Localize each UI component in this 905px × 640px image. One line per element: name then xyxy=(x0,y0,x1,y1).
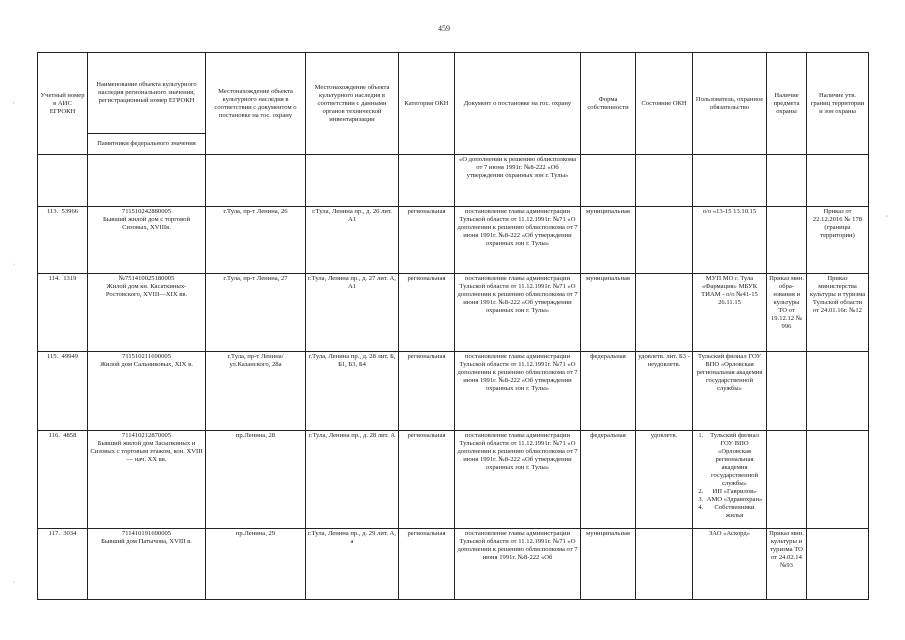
cell-location-tech: г.Тула, Ленина пр., д. 26 лит. А1 xyxy=(306,207,399,274)
cell-state: удовлетв. лит. Б3 - неудовлетв. xyxy=(636,352,693,431)
header-ownership: Форма собственности xyxy=(581,53,636,155)
cell-doc: постановление главы администрации Тульской области от 11.12.1991г. №71 «О дополнении к решению облисполкома от 7 июня 1991г. №8-222 «Об утверждении охранных зон г. Тулы» xyxy=(455,274,581,352)
header-federal-monuments: Памятники федерального значения xyxy=(88,134,206,155)
cell-bounds: Приказ министерства культуры и туризма Тульской области от 24.01.16г. №12 xyxy=(807,274,869,352)
list-item: 4. Собственники жилья xyxy=(705,504,764,520)
cell-category: региональная xyxy=(399,431,455,529)
table-row xyxy=(38,352,869,431)
user-list xyxy=(695,432,764,520)
cell-ownership: муниципальная xyxy=(581,529,636,600)
cell-state xyxy=(636,207,693,274)
header-boundaries: Наличие утв. границ территории и зон охраны xyxy=(807,53,869,155)
margin-mark: , xyxy=(886,212,888,218)
header-ais-number: Учетный номер в АИС ЕГРОКН xyxy=(38,53,88,155)
cell-ownership: федеральная xyxy=(581,431,636,529)
cell-category: региональная xyxy=(399,207,455,274)
cell-ais-number: 116. 4858 xyxy=(38,431,88,529)
cell-subject: Приказ мин. обра-зования и культуры ТО от 19.12.12 № 996 xyxy=(767,274,807,352)
cell-state xyxy=(636,529,693,600)
cell-ais-number: 117. 3034 xyxy=(38,529,88,600)
margin-mark: · xyxy=(13,262,15,268)
cell-bounds xyxy=(807,352,869,431)
header-protection-subject: Наличие предмета охраны xyxy=(767,53,807,155)
cell-subject xyxy=(767,431,807,529)
table-row xyxy=(38,207,869,274)
header-row xyxy=(38,53,869,134)
cell-state xyxy=(636,274,693,352)
cell-location-doc: г.Тула, пр-т Ленина, 27 xyxy=(206,274,306,352)
cell-subject xyxy=(767,207,807,274)
table-row xyxy=(38,431,869,529)
heritage-register-table xyxy=(37,52,869,600)
cell-object-name: 711410212870005 Бывший жилой дом Засыпкиных и Сизовых с торговым этажом, кон. XVIII— нач. XX вв. xyxy=(88,431,206,529)
cell-doc: постановление главы администрации Тульской области от 11.12.1991г. №71 «О дополнении к решению облисполкома от 7 июня 1991г. №8-222 «Об утверждении охранных зон г. Тулы» xyxy=(455,352,581,431)
margin-mark: · xyxy=(13,580,15,586)
cell-category: региональная xyxy=(399,274,455,352)
list-item: 3. АМО «Здравохран» xyxy=(705,496,764,504)
cell-bounds: Приказ от 22.12.2016 № 178 (границы территории) xyxy=(807,207,869,274)
cell-object-name: 711410191690005 Бывший дом Патычова, XVIII в. xyxy=(88,529,206,600)
cell-category: региональная xyxy=(399,529,455,600)
header-user: Пользователь, охранное обязательство xyxy=(693,53,767,155)
cell-doc: постановление главы администрации Тульской области от 11.12.1991г. №71 «О дополнении к решению облисполкома от 7 июня 1991г. №8-222 «Об утверждении охранных зон г. Тулы» xyxy=(455,431,581,529)
cell-doc: постановление главы администрации Тульской области от 11.12.1991г. №71 «О дополнении к решению облисполкома от 7 июня 1991г. №8-222 «Об xyxy=(455,529,581,600)
cell-subject: Приказ мин. культуры и туризма ТО от 24.02.14 №93 xyxy=(767,529,807,600)
cell-user: о/о «13-15 13.10.15 xyxy=(693,207,767,274)
cell-category: региональная xyxy=(399,352,455,431)
cell-location-tech: г.Тула, Ленина пр., д. 29 лит. А, а xyxy=(306,529,399,600)
header-location-tech: Местонахождение объекта культурного наследия в соответствии с данными органов технической инвентаризации xyxy=(306,53,399,155)
header-object-name: Наименование объекта культурного наследия регионального значения, регистрационный номер ЕГРОКН xyxy=(88,53,206,134)
cell-doc: постановление главы администрации Тульской области от 11.12.1991г. №71 «О дополнении к решению облисполкома от 7 июня 1991г. №8-222 «Об утверждении охранных зон г. Тулы» xyxy=(455,207,581,274)
header-protection-doc: Документ о постановке на гос. охрану xyxy=(455,53,581,155)
cell-state: удовлетв. xyxy=(636,431,693,529)
cell-doc: «О дополнении к решению облисполкома от 7 июня 1991г. №8-222 «Об утверждении охранных зон г. Тулы» xyxy=(455,155,581,207)
table-row xyxy=(38,274,869,352)
cell-ais-number: 115. 49949 xyxy=(38,352,88,431)
page-number: 459 xyxy=(438,24,450,33)
cell-ownership: муниципальная xyxy=(581,207,636,274)
cell-user: МУП МО г. Тула «Фармация» МБУК ТИАМ - о/о №41-15 26.11.15 xyxy=(693,274,767,352)
cell-ais-number: 113. 53966 xyxy=(38,207,88,274)
cell-user xyxy=(693,431,767,529)
cell-object-name: №751410025180005 Жилой дом кн. Касаткиных-Ростовского, XVIII—XIX вв. xyxy=(88,274,206,352)
list-item: 2. ИП «Гаврилов» xyxy=(705,488,764,496)
cell-location-tech: г.Тула, Ленина пр., д. 28 лит. Б, Б1, Б3, Б4 xyxy=(306,352,399,431)
list-item: 1. Тульский филиал ГОУ ВПО «Орловская региональная академия государственной службы» xyxy=(705,432,764,488)
cell-ownership: муниципальная xyxy=(581,274,636,352)
cell-ais-number: 114. 1319 xyxy=(38,274,88,352)
table-row xyxy=(38,155,869,207)
cell-object-name: 711510211690005 Жилой дом Сальниковых, XIX в. xyxy=(88,352,206,431)
cell-bounds xyxy=(807,529,869,600)
cell-location-doc: г.Тула, пр-т Ленина, 26 xyxy=(206,207,306,274)
margin-mark: : xyxy=(13,100,15,106)
header-state: Состояние ОКН xyxy=(636,53,693,155)
cell-ownership: федеральная xyxy=(581,352,636,431)
table-row xyxy=(38,529,869,600)
header-category: Категория ОКН xyxy=(399,53,455,155)
cell-location-doc: г.Тула, пр-т Ленина/ул.Казанского, 28а xyxy=(206,352,306,431)
cell-bounds xyxy=(807,431,869,529)
cell-user: Тульский филиал ГОУ ВПО «Орловская региональная академия государственной службы» xyxy=(693,352,767,431)
cell-object-name: 711510242880005 Бывший жилой дом с торговой Сизовых, XVIIIв. xyxy=(88,207,206,274)
cell-location-tech: г.Тула, Ленина пр., д. 28 лит. А xyxy=(306,431,399,529)
cell-location-doc: пр.Ленина, 28 xyxy=(206,431,306,529)
cell-user: ЗАО «Аскорд» xyxy=(693,529,767,600)
header-location-doc: Местонахождение объекта культурного наследия в соответствии с документом о постановке на гос. охрану xyxy=(206,53,306,155)
cell-location-doc: пр.Ленина, 29 xyxy=(206,529,306,600)
cell-location-tech: г.Тула, Ленина пр., д. 27 лит. А, А1 xyxy=(306,274,399,352)
cell-subject xyxy=(767,352,807,431)
